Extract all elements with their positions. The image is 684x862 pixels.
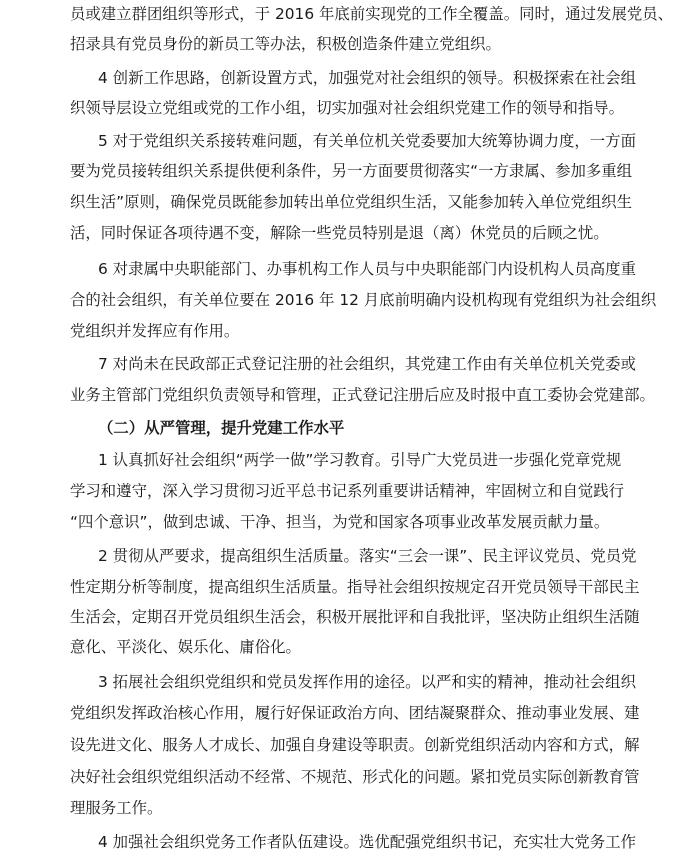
paragraph-line: 合的社会组织，有关单位要在 2016 年 12 月底前明确内设机构现有党组织为社会组织	[70, 291, 657, 309]
paragraph-line: 3 拓展社会组织党组织和党员发挥作用的途径。以严和实的精神，推动社会组织	[98, 673, 636, 691]
paragraph-line: 学习和遵守，深入学习贯彻习近平总书记系列重要讲话精神，牢固树立和自觉践行	[70, 482, 625, 500]
paragraph-line: 招录具有党员身份的新员工等办法，积极创造条件建立党组织。	[70, 35, 501, 53]
paragraph-line: 5 对于党组织关系接转难问题，有关单位机关党委要加大统筹协调力度，一方面	[98, 132, 636, 150]
paragraph-line: 生活会，定期召开党员组织生活会，积极开展批评和自我批评，坚决防止组织生活随	[70, 608, 640, 626]
paragraph-line: 7 对尚未在民政部正式登记注册的社会组织，其党建工作由有关单位机关党委或	[98, 355, 636, 373]
paragraph-line: 织领导层设立党组或党的工作小组，切实加强对社会组织党建工作的领导和指导。	[70, 99, 625, 117]
paragraph-line: 员或建立群团组织等形式，于 2016 年底前实现党的工作全覆盖。同时，通过发展党员、	[70, 5, 674, 23]
paragraph-line: 党组织并发挥应有作用。	[70, 322, 240, 340]
paragraph-line: 活，同时保证各项待遇不变，解除一些党员特别是退（离）休党员的后顾之忧。	[70, 224, 609, 242]
paragraph-line: “四个意识”，做到忠诚、干净、担当，为党和国家各项事业改革发展贡献力量。	[70, 513, 610, 531]
paragraph-line: 织生活”原则，确保党员既能参加转出单位党组织生活，又能参加转入单位党组织生	[70, 193, 633, 211]
paragraph-line: 4 加强社会组织党务工作者队伍建设。选优配强党组织书记，充实壮大党务工作	[98, 833, 636, 851]
paragraph-line: 6 对隶属中央职能部门、办事机构工作人员与中央职能部门内设机构人员高度重	[98, 260, 636, 278]
paragraph-line: 决好社会组织党组织活动不经常、不规范、形式化的问题。紧扣党员实际创新教育管	[70, 768, 640, 786]
section-heading: （二）从严管理，提升党建工作水平	[98, 419, 345, 437]
paragraph-line: 要为党员接转组织关系提供便利条件，另一方面要贯彻落实“一方隶属、参加多重组	[70, 162, 633, 180]
paragraph-line: 性定期分析等制度，提高组织生活质量。指导社会组织按规定召开党员领导干部民主	[70, 578, 640, 596]
paragraph-line: 1 认真抓好社会组织“两学一做”学习教育。引导广大党员进一步强化党章党规	[98, 451, 622, 469]
paragraph-line: 2 贯彻从严要求，提高组织生活质量。落实“三会一课”、民主评议党员、党员党	[98, 547, 637, 565]
paragraph-line: 4 创新工作思路，创新设置方式，加强党对社会组织的领导。积极探索在社会组	[98, 69, 636, 87]
paragraph-line: 理服务工作。	[70, 799, 163, 817]
paragraph-line: 意化、平淡化、娱乐化、庸俗化。	[70, 638, 301, 656]
paragraph-line: 党组织发挥政治核心作用，履行好保证政治方向、团结凝聚群众、推动事业发展、建	[70, 704, 640, 722]
paragraph-line: 业务主管部门党组织负责领导和管理，正式登记注册后应及时报中直工委协会党建部。	[70, 386, 655, 404]
paragraph-line: 设先进文化、服务人才成长、加强自身建设等职责。创新党组织活动内容和方式，解	[70, 736, 640, 754]
